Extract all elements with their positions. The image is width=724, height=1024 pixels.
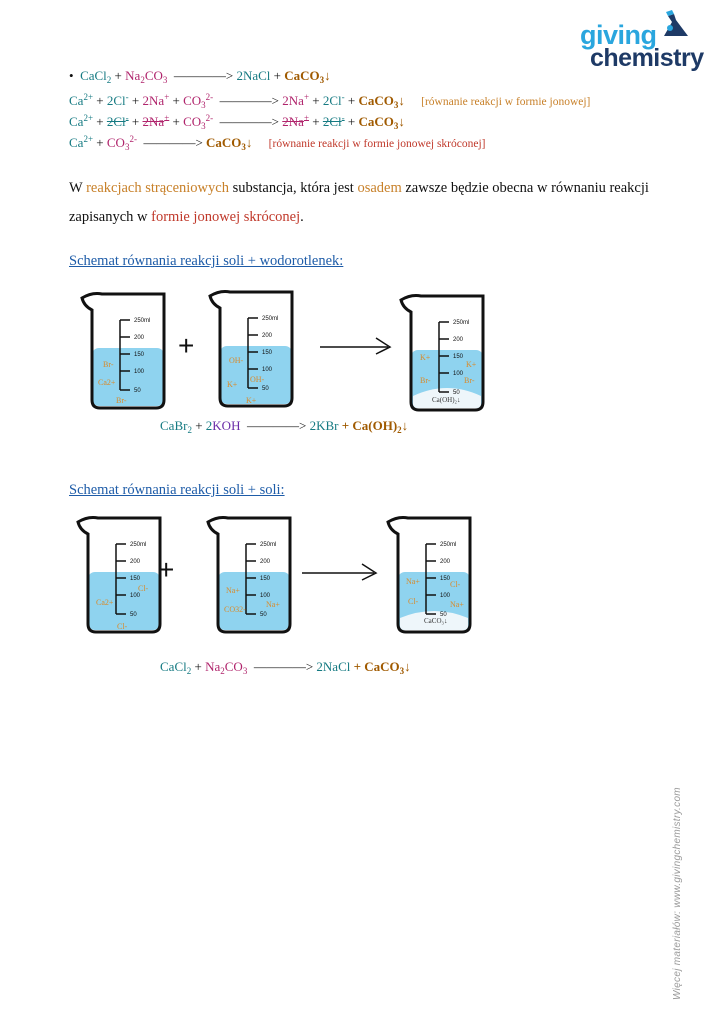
ion-k: K+ [466,360,477,369]
ion-br: Br- [116,396,127,405]
svg-text:200: 200 [262,333,273,339]
svg-text:100: 100 [134,369,145,375]
svg-text:100: 100 [453,371,464,377]
precipitate-label: CaCO₃↓ [424,617,448,625]
beaker-koh [206,288,306,410]
equation-salt-salt: CaCl$_2$ + $Na_2CO_3$ ————> 2NaCl + CaCO$_3$↓ [160,659,411,676]
ion-k: K+ [227,380,238,389]
svg-text:150: 150 [130,576,141,582]
svg-text:150: 150 [453,354,464,360]
beaker-cabr2 [78,290,178,412]
product-caco3: CaCO$_3$↓ [284,68,331,85]
ion-na: Na+ [406,577,420,586]
svg-text:100: 100 [440,593,451,599]
ion-na: Na+ [266,600,280,609]
equation-line-2: $Ca^{2+} + 2Cl^- + 2Na^+ + CO_3^{2-}$ ————> 2Na+ + 2Cl- + CaCO$_3$↓ [równanie reakcji w formie jonowej] [69,92,591,110]
equation-line-1: • CaCl$_2$ + $Na_2CO_3$ ————> 2NaCl + CaCO$_3$↓ [69,68,331,85]
equation-line-4: $Ca^{2+} + CO_3^{2-}$ ————> CaCO$_3$↓ [równanie reakcji w formie jonowej skróconej] [69,134,486,152]
svg-text:150: 150 [262,350,273,356]
svg-text:250ml: 250ml [134,318,151,324]
section-heading-salt-salt: Schemat równania reakcji soli + soli: [69,482,285,498]
svg-text:50: 50 [130,612,137,618]
ion-na: Na+ [450,600,464,609]
svg-text:50: 50 [440,612,447,618]
reaction-arrow-2 [300,560,380,584]
svg-text:250ml: 250ml [453,320,470,326]
reaction-arrow-1 [318,334,394,358]
equation-salt-hydroxide: CaBr$_2$ + 2KOH ————> $2KBr + Ca(OH)_2↓$ [160,418,409,435]
reactant-cacl2: CaCl$_2$ [80,68,112,85]
logo-word-chemistry: chemistry [590,44,704,72]
svg-text:150: 150 [260,576,271,582]
ion-k: K+ [420,353,431,362]
reaction-arrow: ————> [173,68,234,83]
svg-text:200: 200 [130,559,141,565]
explanation-paragraph: W reakcjach strąceniowych substancja, która jest osadem zawsze będzie obecna w równaniu reakcji zapisanych w formie jonowej skróconej. [69,180,649,225]
svg-text:50: 50 [134,388,141,394]
flask-bird-icon [650,8,710,48]
ion-ca: Ca2+ [98,378,116,387]
equation-line-3: $Ca^{2+} + 2Cl^- + 2Na^+ + CO_3^{2-}$ ————> 2Na+ + 2Cl- + CaCO$_3$↓ [69,113,405,131]
svg-text:250ml: 250ml [440,542,457,548]
svg-text:200: 200 [440,559,451,565]
ion-co3: CO32- [224,605,246,614]
svg-text:50: 50 [260,612,267,618]
note-short-ionic-form: [równanie reakcji w formie jonowej skróconej] [268,138,486,150]
svg-text:50: 50 [262,386,269,392]
product-nacl: 2NaCl [236,68,271,83]
ion-cl: Cl- [138,584,149,593]
sidebar-website-text: Więcej materiałów: www.givingchemistry.com [672,787,683,1000]
svg-text:100: 100 [262,367,273,373]
svg-text:100: 100 [130,593,141,599]
ion-oh: OH- [250,375,265,384]
section-heading-salt-hydroxide: Schemat równania reakcji soli + wodorotlenek: [69,253,344,269]
svg-text:200: 200 [453,337,464,343]
svg-text:150: 150 [134,352,145,358]
bullet: • [69,68,74,83]
svg-text:200: 200 [134,335,145,341]
svg-text:50: 50 [453,390,460,396]
precipitate-label: Ca(OH)₂↓ [432,396,461,404]
ion-br: Br- [464,376,475,385]
logo-word-giving: giving [580,20,657,50]
ion-br: Br- [420,376,431,385]
svg-text:250ml: 250ml [130,542,147,548]
ion-cl: Cl- [408,597,419,606]
svg-text:100: 100 [260,593,271,599]
note-ionic-form: [równanie reakcji w formie jonowej] [421,96,591,108]
svg-text:250ml: 250ml [260,542,277,548]
ion-ca: Ca2+ [96,598,114,607]
svg-text:250ml: 250ml [262,316,279,322]
ion-oh: OH- [229,356,244,365]
logo [580,8,716,74]
ion-br: Br- [103,360,114,369]
ion-cl: Cl- [450,580,461,589]
plus-sign: + [158,554,175,585]
ion-cl: Cl- [117,622,128,631]
plus-sign: + [178,330,195,361]
ion-k: K+ [246,396,257,405]
beaker-na2co3 [204,514,304,636]
svg-text:200: 200 [260,559,271,565]
ion-na: Na+ [226,586,240,595]
reactant-na2co3: $Na_2CO_3$ [125,68,168,85]
svg-text:150: 150 [440,576,451,582]
